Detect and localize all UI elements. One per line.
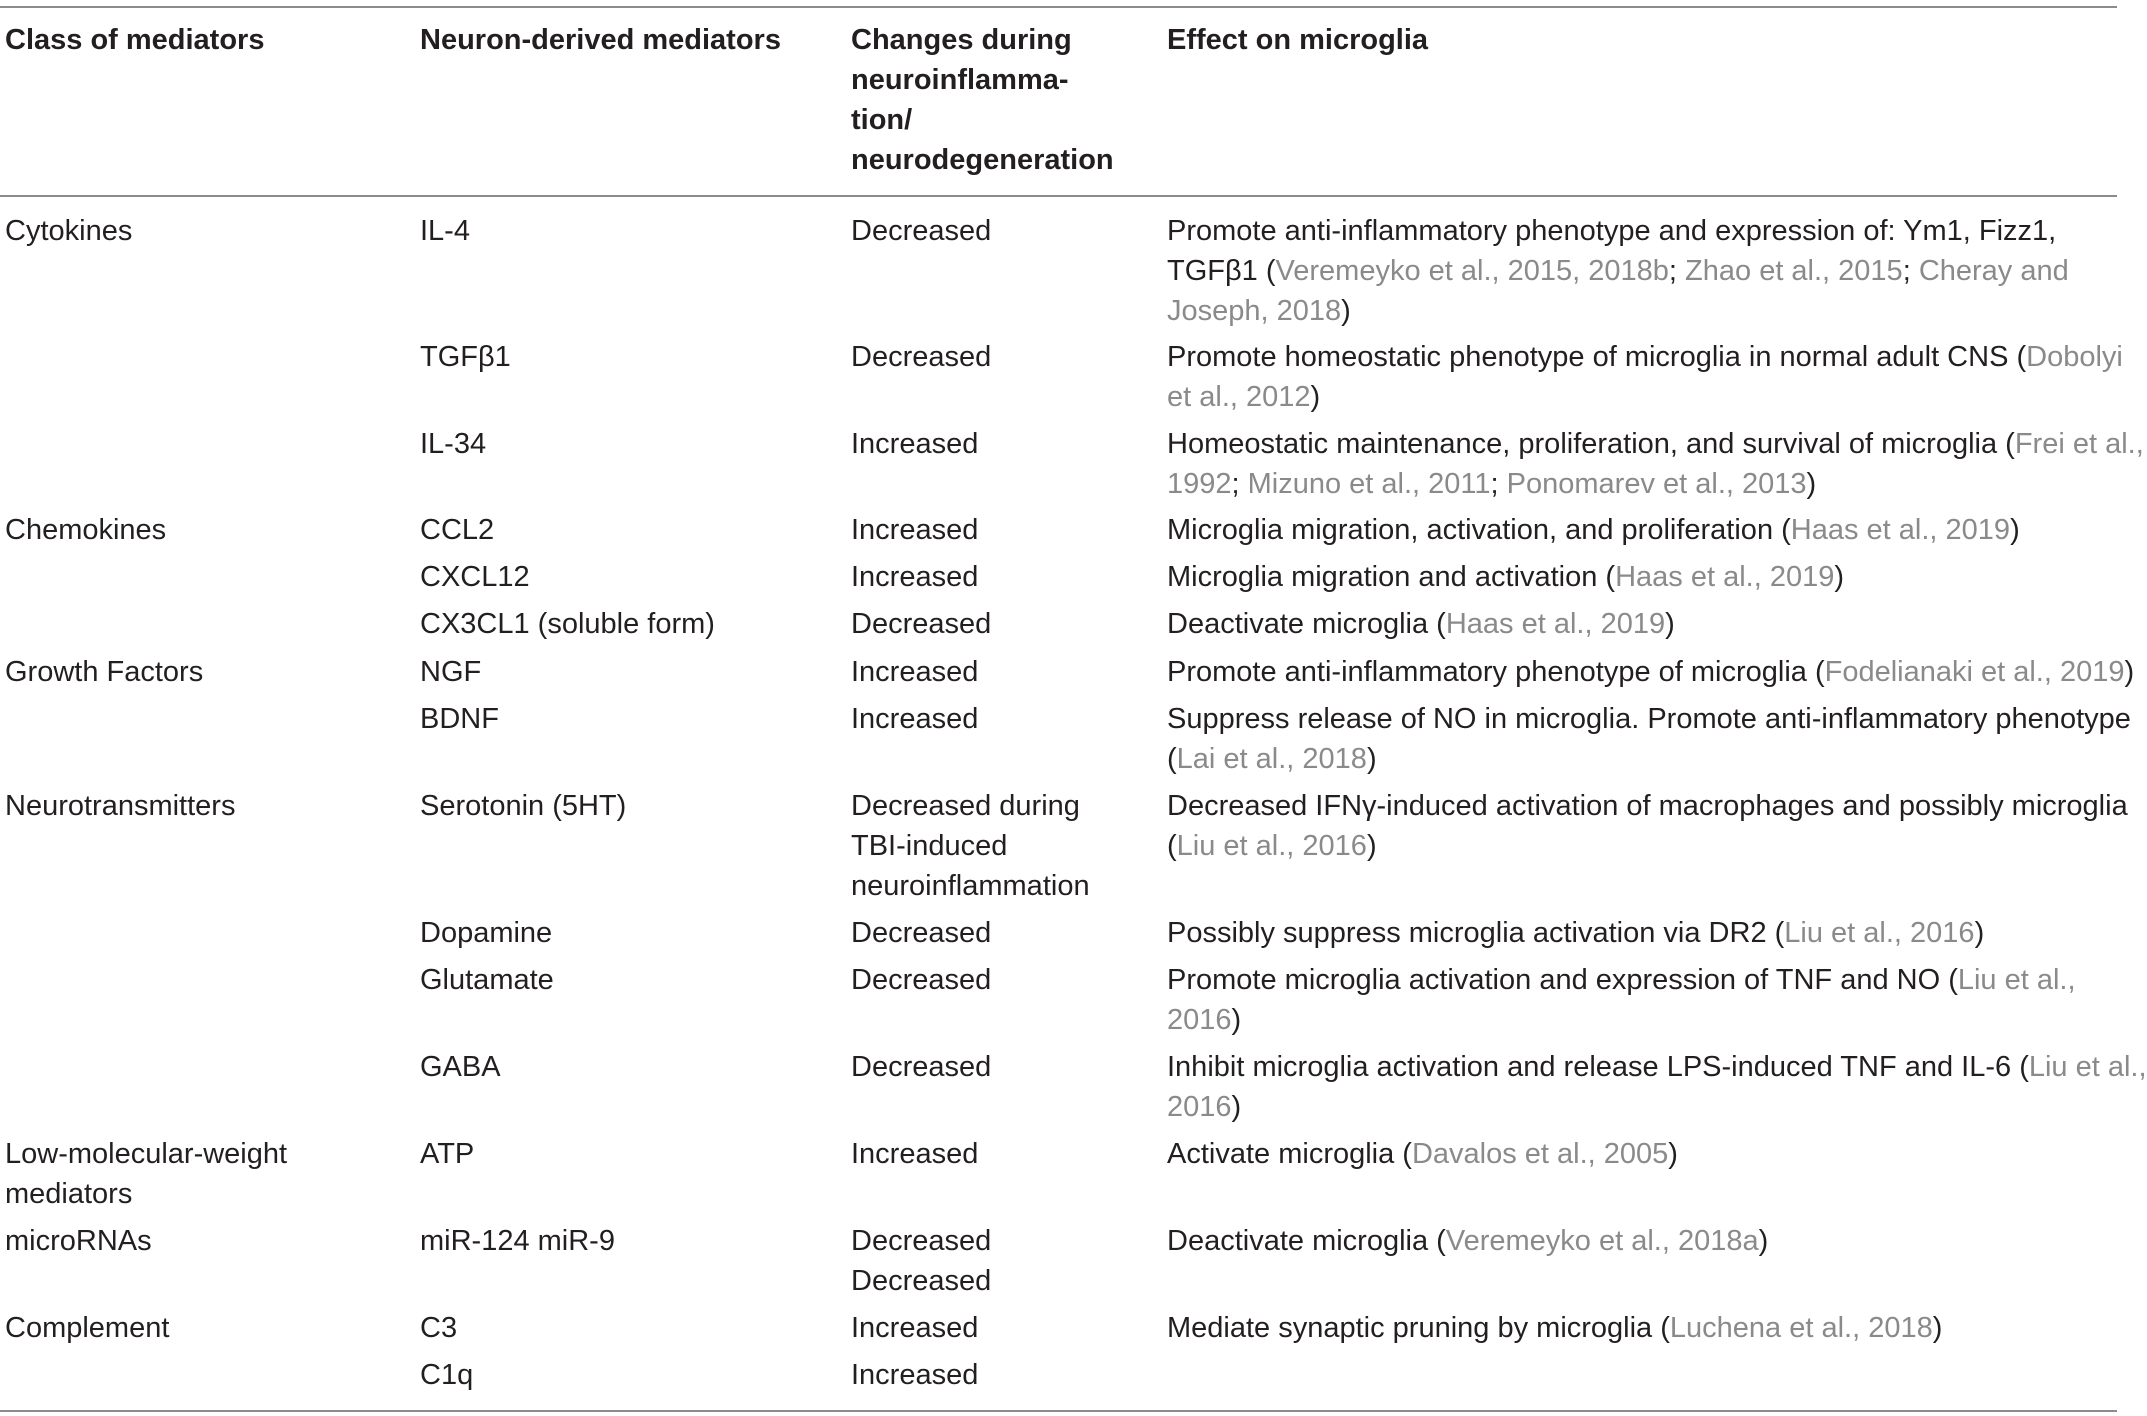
change-ccl2: Increased <box>851 514 979 546</box>
citation-link[interactable]: Liu et al., 2016 <box>1176 830 1367 862</box>
effect-c3 <box>1167 1308 1942 1348</box>
effect-text: Activate microglia ( <box>1167 1138 1412 1170</box>
effect-text: ) <box>1366 743 1377 775</box>
change-cx3cl1: Decreased <box>851 608 992 640</box>
effect-tgfb1-line-2 <box>1167 377 2123 417</box>
effect-dopamine <box>1167 913 1984 953</box>
class-chemokines: Chemokines <box>5 514 167 546</box>
effect-il34-line-2 <box>1167 464 2144 504</box>
class-growth-factors: Growth Factors <box>5 656 204 688</box>
change-dopamine: Decreased <box>851 917 992 949</box>
effect-text: ) <box>1341 295 1351 327</box>
effect-text: Mediate synaptic pruning by microglia ( <box>1167 1312 1670 1344</box>
mediator-gaba: GABA <box>420 1051 501 1083</box>
effect-gaba-line-1 <box>1167 1047 2147 1087</box>
effect-serotonin <box>1167 786 2128 866</box>
effect-text: ) <box>1834 561 1845 593</box>
change-glutamate: Decreased <box>851 964 992 996</box>
effect-glutamate-line-1 <box>1167 960 2076 1000</box>
effect-il4-line-2 <box>1167 251 2069 291</box>
effect-il34-line-1 <box>1167 424 2144 464</box>
mediator-il4: IL-4 <box>420 215 470 247</box>
change-atp: Increased <box>851 1138 979 1170</box>
effect-text: Microglia migration, activation, and proliferation ( <box>1167 514 1791 546</box>
change-il34: Increased <box>851 428 979 460</box>
effect-text: Microglia migration and activation ( <box>1167 561 1616 593</box>
citation-link[interactable]: Zhao et al., 2015 <box>1685 255 1903 287</box>
effect-il4-line-1: Promote anti-inflammatory phenotype and expression of: Ym1, Fizz1, <box>1167 215 2057 247</box>
effect-text: Promote anti-inflammatory phenotype of microglia ( <box>1167 656 1825 688</box>
mediator-ccl2: CCL2 <box>420 514 495 546</box>
effect-ngf <box>1167 652 2134 692</box>
citation-link[interactable]: Liu et al., 2016 <box>1784 917 1975 949</box>
effect-atp <box>1167 1134 1678 1174</box>
citation-link[interactable]: 2016 <box>1167 1091 1232 1123</box>
citation-link[interactable]: Veremeyko et al., 2018a <box>1445 1225 1759 1257</box>
change-mirna-line-1: Decreased <box>851 1225 992 1257</box>
change-serotonin-line-3: neuroinflammation <box>851 870 1090 902</box>
effect-text: ) <box>2010 514 2020 546</box>
effect-il34 <box>1167 424 2144 504</box>
citation-link[interactable]: 1992 <box>1167 468 1232 500</box>
effect-text: ) <box>1932 1312 1943 1344</box>
citation-link[interactable]: Lai et al., 2018 <box>1176 743 1367 775</box>
citation-link[interactable]: Fodelianaki et al., 2019 <box>1824 656 2125 688</box>
effect-mirna <box>1167 1221 1768 1261</box>
citation-link[interactable]: Dobolyi <box>2026 341 2123 373</box>
class-cytokines: Cytokines <box>5 215 133 247</box>
effect-text: ) <box>1758 1225 1769 1257</box>
effect-text: Promote microglia activation and expression of TNF and NO ( <box>1167 964 1958 996</box>
header-rule <box>0 195 2117 197</box>
change-serotonin <box>851 786 1090 906</box>
effect-text: Deactivate microglia ( <box>1167 1225 1446 1257</box>
effect-il4-line-3 <box>1167 291 2069 331</box>
citation-link[interactable]: Haas et al., 2019 <box>1615 561 1835 593</box>
effect-text: ) <box>1974 917 1985 949</box>
change-bdnf: Increased <box>851 703 979 735</box>
change-tgfb1: Decreased <box>851 341 992 373</box>
effect-text: ) <box>2124 656 2135 688</box>
header-changes-line-2: neuroinflamma- <box>851 64 1069 96</box>
citation-link[interactable]: Liu et al., <box>2028 1051 2147 1083</box>
effect-text: Deactivate microglia ( <box>1167 608 1446 640</box>
effect-text: ( <box>1167 743 1177 775</box>
effect-cxcl12 <box>1167 557 1844 597</box>
effect-bdnf-line-1: Suppress release of NO in microglia. Promote anti-inflammatory phenotype <box>1167 703 2131 735</box>
effect-text: TGFβ1 ( <box>1167 255 1276 287</box>
effect-text: ) <box>1231 1004 1242 1036</box>
citation-link[interactable]: Frei et al., <box>2014 428 2144 460</box>
effect-text: Promote homeostatic phenotype of microglia in normal adult CNS ( <box>1167 341 2027 373</box>
mediator-ngf: NGF <box>420 656 482 688</box>
effect-text: Homeostatic maintenance, proliferation, and survival of microglia ( <box>1167 428 2015 460</box>
header-neuron-derived-mediators: Neuron-derived mediators <box>420 24 781 56</box>
effect-text: ; <box>1902 255 1919 287</box>
header-effect-on-microglia: Effect on microglia <box>1167 24 1429 56</box>
table-bottom-rule <box>0 1410 2117 1412</box>
effect-serotonin-line-1: Decreased IFNγ-induced activation of macrophages and possibly microglia <box>1167 790 2128 822</box>
header-changes-line-1: Changes during <box>851 24 1072 56</box>
effect-cx3cl1 <box>1167 604 1675 644</box>
mediator-cx3cl1: CX3CL1 (soluble form) <box>420 608 715 640</box>
table-top-rule <box>0 6 2117 8</box>
class-low-molecular-weight-line-1: Low-molecular-weight <box>5 1138 288 1170</box>
effect-text: ) <box>1668 1138 1678 1170</box>
mediator-cxcl12: CXCL12 <box>420 561 530 593</box>
effect-text: Inhibit microglia activation and release LPS-induced TNF and IL-6 ( <box>1167 1051 2029 1083</box>
mediator-bdnf: BDNF <box>420 703 499 735</box>
effect-bdnf-line-2 <box>1167 739 2131 779</box>
mediator-c1q: C1q <box>420 1359 474 1391</box>
effect-bdnf <box>1167 699 2131 779</box>
citation-link[interactable]: Mizuno et al., 2011 <box>1247 468 1491 500</box>
effect-gaba-line-2 <box>1167 1087 2147 1127</box>
change-serotonin-line-2: TBI-induced <box>851 830 1008 862</box>
effect-gaba <box>1167 1047 2147 1127</box>
change-serotonin-line-1: Decreased during <box>851 790 1080 822</box>
class-micrornas: microRNAs <box>5 1225 152 1257</box>
class-low-molecular-weight <box>5 1134 287 1214</box>
mediator-tgfb1: TGFβ1 <box>420 341 511 373</box>
citation-link[interactable]: Veremeyko et al., 2015, 2018b <box>1275 255 1669 287</box>
header-class-of-mediators: Class of mediators <box>5 24 265 56</box>
mediator-il34: IL-34 <box>420 428 487 460</box>
effect-text: ) <box>1665 608 1675 640</box>
class-neurotransmitters: Neurotransmitters <box>5 790 236 822</box>
effect-ccl2 <box>1167 510 2020 550</box>
effect-text: ; <box>1231 468 1248 500</box>
citation-link[interactable]: Haas et al., 2019 <box>1445 608 1666 640</box>
change-ngf: Increased <box>851 656 979 688</box>
effect-text: ) <box>1806 468 1817 500</box>
effect-serotonin-line-2 <box>1167 826 2128 866</box>
effect-tgfb1 <box>1167 337 2123 417</box>
change-mirna <box>851 1221 991 1301</box>
change-c1q: Increased <box>851 1359 979 1391</box>
effect-tgfb1-line-1 <box>1167 337 2123 377</box>
citation-link[interactable]: et al., 2012 <box>1167 381 1311 413</box>
effect-text: Possibly suppress microglia activation via DR2 ( <box>1167 917 1785 949</box>
mediator-glutamate: Glutamate <box>420 964 554 996</box>
effect-text: ) <box>1310 381 1321 413</box>
citation-link[interactable]: Liu et al., <box>1957 964 2076 996</box>
change-c3: Increased <box>851 1312 979 1344</box>
effect-il4 <box>1167 211 2069 331</box>
change-mirna-line-2: Decreased <box>851 1265 992 1297</box>
change-cxcl12: Increased <box>851 561 979 593</box>
mediator-dopamine: Dopamine <box>420 917 553 949</box>
change-il4: Decreased <box>851 215 992 247</box>
mediator-atp: ATP <box>420 1138 475 1170</box>
effect-text: ) <box>1366 830 1377 862</box>
citation-link[interactable]: Luchena et al., 2018 <box>1669 1312 1933 1344</box>
mediator-mirna: miR-124 miR-9 <box>420 1225 615 1257</box>
mediator-serotonin: Serotonin (5HT) <box>420 790 627 822</box>
change-gaba: Decreased <box>851 1051 992 1083</box>
citation-link[interactable]: Ponomarev et al., 2013 <box>1506 468 1807 500</box>
effect-text: ) <box>1231 1091 1242 1123</box>
header-changes-line-4: neurodegeneration <box>851 144 1114 176</box>
citation-link[interactable]: Haas et al., 2019 <box>1790 514 2011 546</box>
effect-text: ( <box>1167 830 1177 862</box>
citation-link[interactable]: Joseph, 2018 <box>1167 295 1342 327</box>
header-changes-line-3: tion/ <box>851 104 913 136</box>
mediator-c3: C3 <box>420 1312 458 1344</box>
class-complement: Complement <box>5 1312 170 1344</box>
citation-link[interactable]: Cheray and <box>1918 255 2069 287</box>
effect-text: ; <box>1668 255 1686 287</box>
class-low-molecular-weight-line-2: mediators <box>5 1178 133 1210</box>
header-changes <box>851 20 1114 180</box>
effect-glutamate <box>1167 960 2076 1040</box>
citation-link[interactable]: 2016 <box>1167 1004 1232 1036</box>
citation-link[interactable]: Davalos et al., 2005 <box>1411 1138 1669 1170</box>
effect-glutamate-line-2 <box>1167 1000 2076 1040</box>
effect-text: ; <box>1490 468 1507 500</box>
